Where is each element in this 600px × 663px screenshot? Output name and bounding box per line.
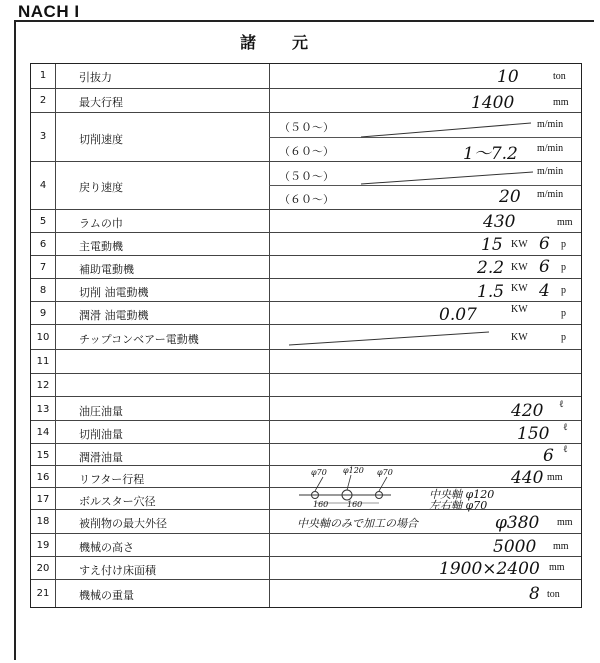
row-label: ボルスター穴径 <box>79 495 156 508</box>
row-value: 8 <box>529 584 540 604</box>
row-label: リフター行程 <box>79 473 145 486</box>
sketch-dim-right: 160 <box>347 500 363 509</box>
row-label: すえ付け床面積 <box>79 564 156 577</box>
table-row <box>31 232 581 255</box>
row-label: 補助電動機 <box>79 263 134 276</box>
row-value: 1900×2400 <box>439 559 540 579</box>
row-number: 19 <box>36 540 50 551</box>
row-unit: ton <box>547 589 560 600</box>
row-label: 引抜力 <box>79 71 112 84</box>
row-unit: mm <box>557 517 573 528</box>
row-label: 最大行程 <box>79 96 123 109</box>
side-shaft-note: 左右軸 φ70 <box>429 499 488 512</box>
table-row <box>31 255 581 278</box>
row-unit: KW <box>511 304 528 315</box>
hand-stroke <box>289 329 499 349</box>
row-value: 1.5 <box>477 282 505 302</box>
table-row <box>31 533 581 556</box>
frame-border-top <box>14 20 594 22</box>
row-number: 8 <box>39 285 47 296</box>
row-sublabel-60hz: （６０〜） <box>279 145 334 158</box>
row-value: 420 <box>511 401 544 421</box>
table-row <box>31 112 581 164</box>
row-unit: mm <box>557 217 573 228</box>
table-row <box>31 443 581 465</box>
row-label: 戻り速度 <box>79 181 123 194</box>
sketch-dim-left: 160 <box>313 500 329 509</box>
row-label: 機械の高さ <box>79 541 134 554</box>
row-value: 0.07 <box>439 305 477 325</box>
row-number: 16 <box>36 472 50 483</box>
row-number: 11 <box>36 356 50 367</box>
row-unit: m/min <box>537 143 564 154</box>
row-unit: m/min <box>537 119 564 130</box>
row-value: 6 <box>543 446 554 466</box>
center-shaft-note: 中央軸 φ120 <box>429 488 495 501</box>
table-row <box>31 396 581 420</box>
row-number: 7 <box>39 262 47 273</box>
sketch-label-phi-right: φ70 <box>377 468 393 477</box>
row-value: 150 <box>517 424 550 444</box>
row-value: 1〜7.2 <box>463 144 518 164</box>
row-unit: m/min <box>537 166 564 177</box>
row-pole-unit: p <box>561 332 566 343</box>
row-number: 10 <box>36 332 50 343</box>
row-number: 4 <box>39 180 47 191</box>
row-unit: KW <box>511 332 528 343</box>
row-number: 6 <box>39 239 47 250</box>
row-label: 切削 油電動機 <box>79 286 149 299</box>
row-number: 3 <box>39 131 47 142</box>
hand-stroke <box>361 170 541 190</box>
row-unit: ℓ <box>563 422 568 433</box>
row-poles: 4 <box>539 281 550 301</box>
row-poles: 6 <box>539 234 550 254</box>
row-value: 20 <box>499 187 521 207</box>
row-number: 21 <box>36 588 50 599</box>
row-unit: mm <box>553 541 569 552</box>
sheet-title: 諸 元 <box>240 33 319 52</box>
row-unit: ℓ <box>563 444 568 455</box>
row-label: 切削速度 <box>79 133 123 146</box>
row-value: φ380 <box>495 513 540 533</box>
row-label: 機械の重量 <box>79 589 134 602</box>
table-row <box>31 278 581 301</box>
row-number: 1 <box>39 70 47 81</box>
row-unit: m/min <box>537 189 564 200</box>
row-number: 15 <box>36 450 50 461</box>
row-pole-unit: p <box>561 239 566 250</box>
table-row <box>31 420 581 443</box>
row-label: ラムの巾 <box>79 217 123 230</box>
table-row <box>31 373 581 396</box>
row-sublabel-50hz: （５０〜） <box>279 170 334 183</box>
row-value: 2.2 <box>477 258 505 278</box>
row-poles: 6 <box>539 257 550 277</box>
row-pole-unit: p <box>561 285 566 296</box>
row-value: 1400 <box>471 93 515 113</box>
table-row <box>31 64 581 88</box>
row-unit: KW <box>511 239 528 250</box>
row-label: 切削油量 <box>79 428 123 441</box>
row-number: 13 <box>36 404 50 415</box>
frame-border-left <box>14 20 16 660</box>
row-sublabel-60hz: （６０〜） <box>279 193 334 206</box>
table-row <box>31 324 581 349</box>
table-row <box>31 349 581 373</box>
row-number: 18 <box>36 516 50 527</box>
row-value: 430 <box>483 212 516 232</box>
row-number: 2 <box>39 95 47 106</box>
row-unit: KW <box>511 283 528 294</box>
row-value: 440 <box>511 468 544 488</box>
row-label: 潤滑油量 <box>79 451 123 464</box>
machining-note: 中央軸のみで加工の場合 <box>297 517 418 530</box>
row-value: 15 <box>481 235 503 255</box>
sketch-label-phi-center: φ120 <box>343 466 364 475</box>
table-row <box>31 209 581 232</box>
row-label: 潤滑 油電動機 <box>79 309 149 322</box>
row-number: 12 <box>36 380 50 391</box>
sketch-label-phi-left: φ70 <box>311 468 327 477</box>
row-number: 9 <box>39 308 47 319</box>
spec-table <box>30 63 582 608</box>
table-row <box>31 579 581 607</box>
row-label: チップコンベアー電動機 <box>79 333 199 346</box>
row-number: 5 <box>39 216 47 227</box>
company-brand: NACH I <box>18 2 80 21</box>
bolster-hole-sketch <box>291 469 411 519</box>
table-row <box>31 161 581 209</box>
row-number: 14 <box>36 427 50 438</box>
hand-stroke <box>361 121 541 141</box>
row-unit: mm <box>547 472 563 483</box>
table-row <box>31 301 581 324</box>
row-label: 主電動機 <box>79 240 123 253</box>
row-sublabel-50hz: （５０〜） <box>279 121 334 134</box>
row-number: 20 <box>36 563 50 574</box>
row-label: 被削物の最大外径 <box>79 517 167 530</box>
row-unit: ℓ <box>559 399 564 410</box>
row-unit: KW <box>511 262 528 273</box>
row-pole-unit: p <box>561 262 566 273</box>
row-unit: mm <box>553 97 569 108</box>
row-number: 17 <box>36 494 50 505</box>
row-label: 油圧油量 <box>79 405 123 418</box>
row-value: 5000 <box>493 537 537 557</box>
row-pole-unit: p <box>561 308 566 319</box>
table-row <box>31 88 581 112</box>
row-unit: ton <box>553 71 566 82</box>
row-value: 10 <box>497 67 519 87</box>
row-unit: mm <box>549 562 565 573</box>
table-row <box>31 556 581 579</box>
